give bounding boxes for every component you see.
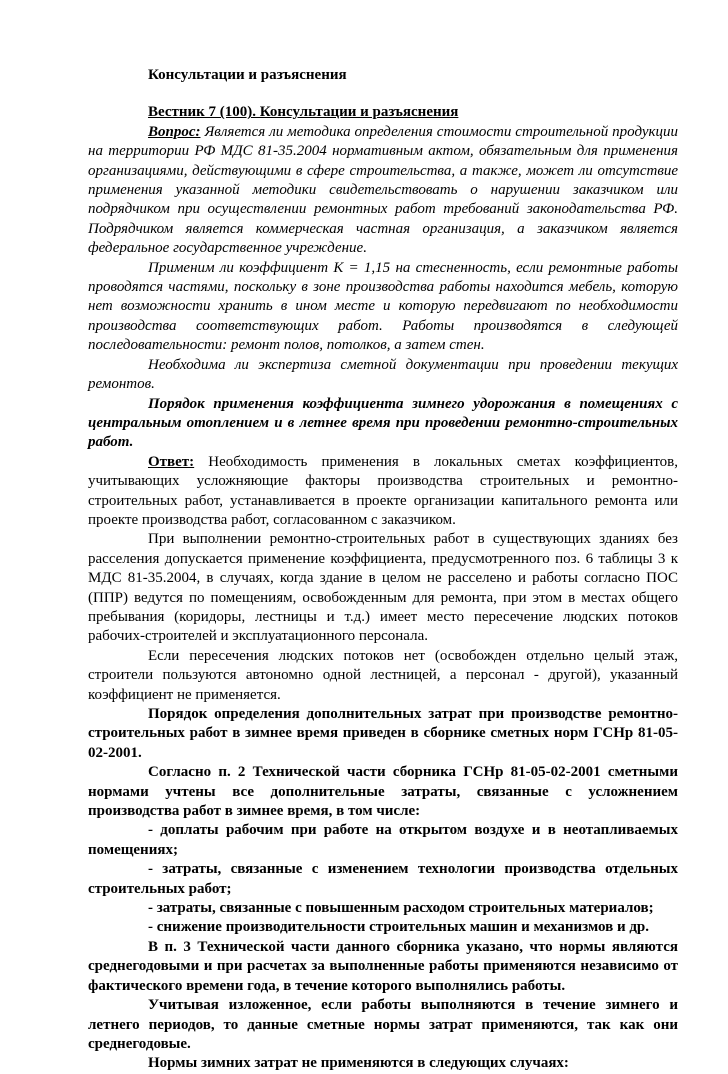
- answer-label: Ответ:: [148, 453, 195, 470]
- question-paragraph: [88, 123, 678, 259]
- page-title: Консультации и разъяснения: [148, 67, 347, 83]
- bold-paragraph-2: Согласно п. 2 Технической части сборника ГСНр 81-05-02-2001 сметными нормами учтены все дополнительные затраты, связанные с усложнением производства работ в зимнее время, в том числе:: [88, 764, 678, 820]
- question-paragraph-2: Применим ли коэффициент К = 1,15 на стесненность, если ремонтные работы проводятся частями, поскольку в зоне производства работы находится мебель, которую нет возможности хранить в ином месте и которую передвигают по необходимости производства соответствующих работ. Работы производятся в следующей последовательности: ремонт полов, потолков, а затем стен.: [88, 259, 678, 354]
- bold-paragraph-1: Порядок определения дополнительных затрат при производстве ремонтно-строительных работ в зимнее время приведен в сборнике сметных норм ГСНр 81-05-02-2001.: [88, 706, 678, 761]
- list-item-4: - снижение производительности строительных машин и механизмов и др.: [148, 919, 650, 936]
- answer-text: Необходимость применения в локальных сметах коэффициентов, учитывающих усложняющие факторы производства строительных и ремонтно-строительных работ, устанавливается в проекте организации капитального ремонта или проекте производства работ, согласованном с заказчиком.: [88, 453, 679, 528]
- answer-paragraph-2: При выполнении ремонтно-строительных работ в существующих зданиях без расселения допускается применение коэффициента, предусмотренного поз. 6 таблицы 3 к МДС 81-35.2004, в случаях, когда здание в целом не расселено и работы согласно ПОС (ППР) ведутся по помещениям, освобожденным для ремонта, при этом в местах общего пребывания (коридоры, лестницы и т.д.) имеет место пересечение людских потоков рабочих-строителей и эксплуатационного персонала.: [88, 531, 678, 645]
- question-paragraph-4: Порядок применения коэффициента зимнего удорожания в помещениях с центральным отоплением и в летнее время при проведении ремонтно-строительных работ.: [88, 395, 678, 451]
- document-page: [88, 66, 678, 1074]
- answer-paragraph: [88, 453, 678, 531]
- bold-paragraph-5: Нормы зимних затрат не применяются в следующих случаях:: [148, 1055, 569, 1072]
- answer-paragraph-3: Если пересечения людских потоков нет (освобожден отдельно целый этаж, строители пользуются автономно одной лестницей, а персонал - другой), указанный коэффициент не применяется.: [88, 647, 678, 703]
- list-item-1: - доплаты рабочим при работе на открытом воздухе и в неотапливаемых помещениях;: [88, 822, 678, 858]
- question-text: Является ли методика определения стоимости строительной продукции на территории РФ МДС 81-35.2004 нормативным актом, обязательным для применения организациями, действующими в сфере строительства, а также, может ли отсутствие применения указанной методики свидетельствовать о нарушении заказчиком или подрядчиком при осуществлении ремонтных работ требований законодательства РФ. Подрядчиком является коммерческая частная организация, а заказчиком является федеральное государственное учреждение.: [88, 123, 679, 257]
- bold-paragraph-4: Учитывая изложенное, если работы выполняются в течение зимнего и летнего периодов, то данные сметные нормы затрат применяются, так как они среднегодовые.: [88, 997, 678, 1052]
- question-label: Вопрос:: [148, 123, 201, 140]
- list-item-3: - затраты, связанные с повышенным расходом строительных материалов;: [148, 900, 654, 917]
- bold-paragraph-3: В п. 3 Технической части данного сборника указано, что нормы являются среднегодовыми и при расчетах за выполненные работы применяются независимо от фактического времени года, в течение которого выполнялись работы.: [88, 938, 678, 994]
- list-item-2: - затраты, связанные с изменением технологии производства отдельных строительных работ;: [88, 861, 678, 897]
- question-paragraph-3: Необходима ли экспертиза сметной документации при проведении текущих ремонтов.: [88, 356, 678, 393]
- document-subtitle: Вестник 7 (100). Консультации и разъяснения: [148, 104, 459, 121]
